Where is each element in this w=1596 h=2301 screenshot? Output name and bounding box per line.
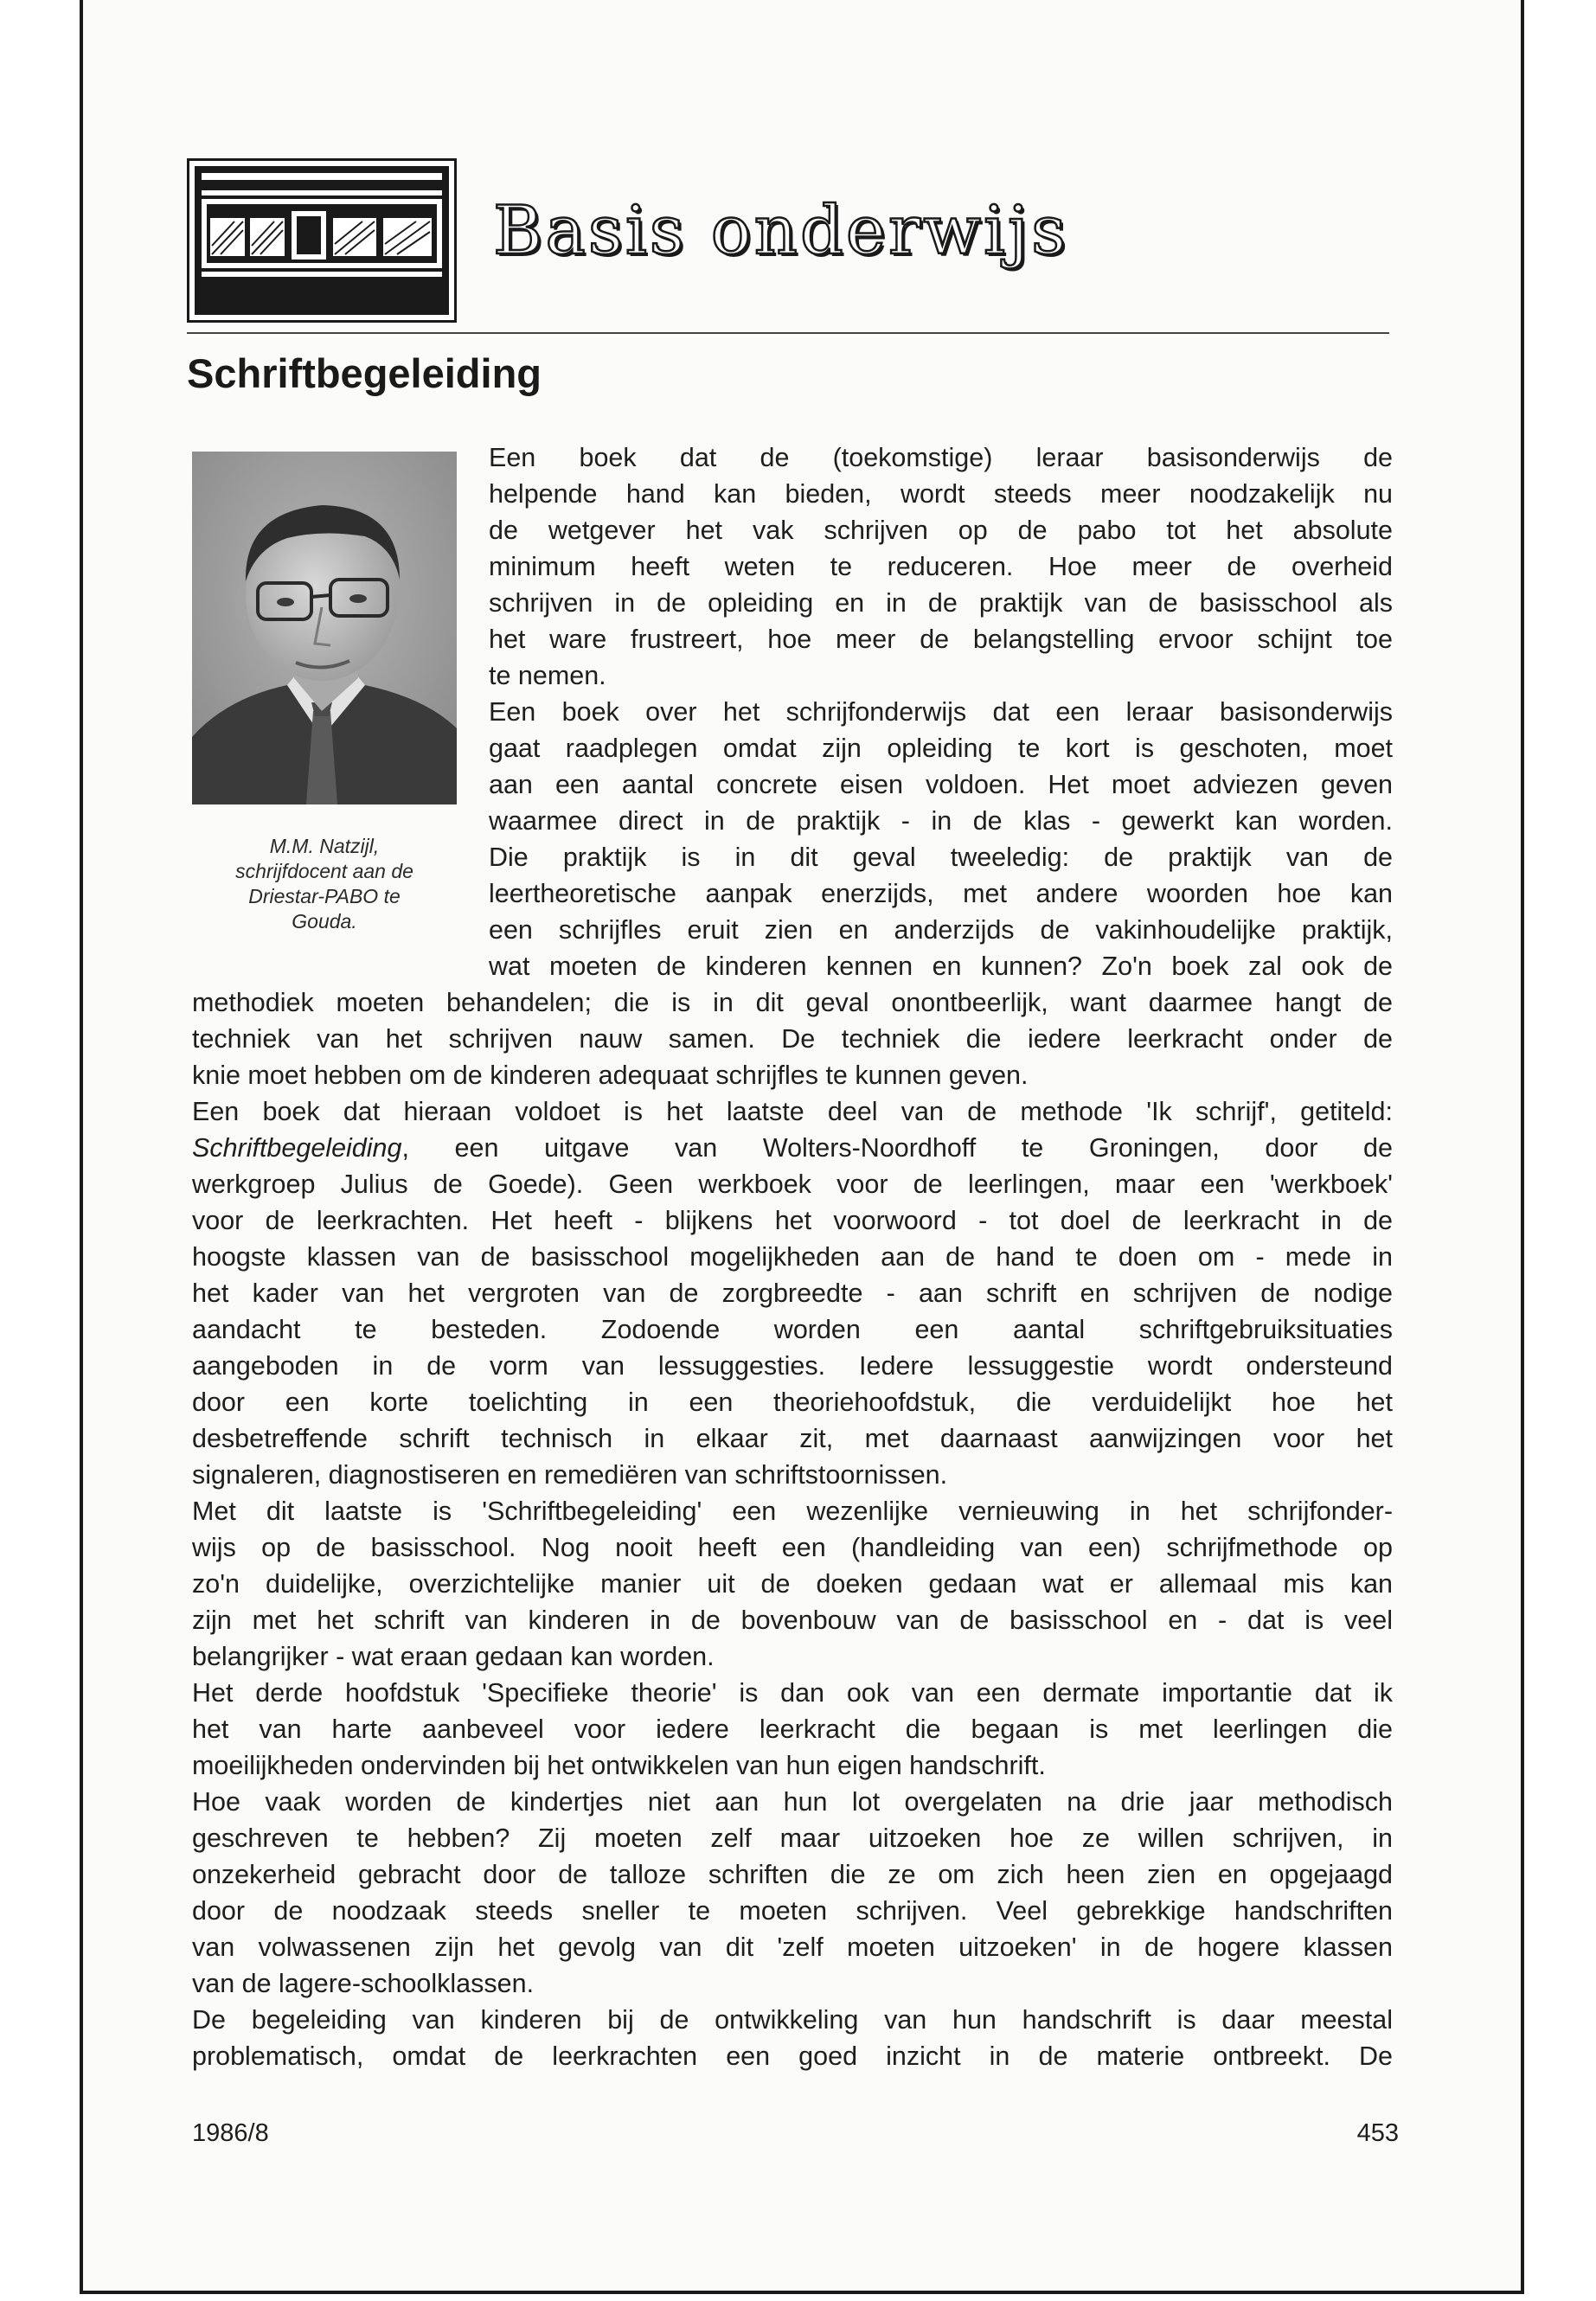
- body-line: door een korte toelichting in een theoriehoofdstuk, die verduidelijkt hoe het: [192, 1389, 1393, 1417]
- body-line: Hoe vaak worden de kindertjes niet aan hun lot overgelaten na drie jaar methodisch: [192, 1789, 1393, 1817]
- body-line: geschreven te hebben? Zij moeten zelf maar uitzoeken hoe ze willen schrijven, in: [192, 1825, 1393, 1853]
- body-line: knie moet hebben om de kinderen adequaat schrijfles te kunnen geven.: [192, 1061, 1029, 1090]
- body-line: Een boek dat hieraan voldoet is het laatste deel van de methode 'Ik schrijf', getiteld:: [192, 1099, 1393, 1126]
- caption-line: schrijfdocent aan de: [235, 860, 413, 882]
- body-line: het ware frustreert, hoe meer de belangstelling ervoor schijnt toe: [489, 626, 1393, 654]
- body-line: moeilijkheden ondervinden bij het ontwikkelen van hun eigen handschrift.: [192, 1751, 1046, 1780]
- body-line: hoogste klassen van de basisschool mogelijkheden aan de hand te doen om - mede in: [192, 1244, 1393, 1272]
- body-line: belangrijker - wat eraan gedaan kan worden.: [192, 1642, 715, 1671]
- school-building-icon: [187, 158, 457, 323]
- body-line: te nemen.: [489, 661, 606, 690]
- author-portrait: [192, 452, 457, 804]
- body-line: schrijven in de opleiding en in de praktijk van de basisschool als: [489, 590, 1393, 618]
- caption-line: Driestar-PABO te: [248, 885, 401, 907]
- body-line: Het derde hoofdstuk 'Specifieke theorie' is dan ook van een dermate importantie dat ik: [192, 1680, 1393, 1708]
- section-title: Basis onderwijs: [493, 192, 1069, 270]
- body-line: het van harte aanbeveel voor iedere leerkracht die begaan is met leerlingen die: [192, 1716, 1393, 1744]
- body-line: Met dit laatste is 'Schriftbegeleiding' een wezenlijke vernieuwing in het schrijfonder-: [192, 1498, 1393, 1526]
- body-line: zijn met het schrift van kinderen in de bovenbouw van de basisschool en - dat is veel: [192, 1607, 1393, 1635]
- body-line: wat moeten de kinderen kennen en kunnen? Zo'n boek zal ook de: [489, 953, 1393, 981]
- caption-line: M.M. Natzijl,: [269, 835, 380, 857]
- article-title: Schriftbegeleiding: [187, 350, 542, 396]
- body-line: waarmee direct in de praktijk - in de klas - gewerkt kan worden.: [489, 808, 1393, 836]
- body-line: Die praktijk is in dit geval tweeledig: de praktijk van de: [489, 844, 1393, 872]
- issue-number: 1986/8: [192, 2119, 269, 2147]
- body-line: helpende hand kan bieden, wordt steeds meer noodzakelijk nu: [489, 481, 1393, 509]
- body-line: aangeboden in de vorm van lessuggesties. Iedere lessuggestie wordt ondersteund: [192, 1353, 1393, 1381]
- body-line: leertheoretische aanpak enerzijds, met andere woorden hoe kan: [489, 881, 1393, 908]
- body-line: de wetgever het vak schrijven op de pabo tot het absolute: [489, 517, 1393, 545]
- page-number: 453: [1356, 2119, 1399, 2147]
- body-line: onzekerheid gebracht door de talloze schriften die ze om zich heen zien en opgejaagd: [192, 1862, 1393, 1889]
- body-line: van volwassenen zijn het gevolg van dit 'zelf moeten uitzoeken' in de hogere klassen: [192, 1934, 1393, 1962]
- body-line: zo'n duidelijke, overzichtelijke manier uit de doeken gedaan wat er allemaal mis kan: [192, 1571, 1393, 1599]
- body-line: gaat raadplegen omdat zijn opleiding te kort is geschoten, moet: [489, 735, 1393, 763]
- portrait-caption: [192, 834, 457, 934]
- body-line: een schrijfles eruit zien en anderzijds de vakinhoudelijke praktijk,: [489, 917, 1393, 945]
- body-line: door de noodzaak steeds sneller te moeten schrijven. Veel gebrekkige handschriften: [192, 1898, 1393, 1926]
- body-line: problematisch, omdat de leerkrachten een goed inzicht in de materie ontbreekt. De: [192, 2043, 1393, 2071]
- body-line: voor de leerkrachten. Het heeft - blijkens het voorwoord - tot doel de leerkracht in de: [192, 1208, 1393, 1235]
- body-line: techniek van het schrijven nauw samen. De techniek die iedere leerkracht onder de: [192, 1026, 1393, 1054]
- body-line: signaleren, diagnostiseren en remediëren van schriftstoornissen.: [192, 1460, 948, 1490]
- body-line: Schriftbegeleiding, een uitgave van Wolters-Noordhoff te Groningen, door de: [192, 1135, 1393, 1163]
- body-line: methodiek moeten behandelen; die is in dit geval onontbeerlijk, want daarmee hangt de: [192, 990, 1393, 1017]
- body-line: aandacht te besteden. Zodoende worden een aantal schriftgebruiksituaties: [192, 1317, 1393, 1344]
- caption-line: Gouda.: [292, 910, 357, 933]
- body-line: aan een aantal concrete eisen voldoen. Het moet adviezen geven: [489, 772, 1393, 799]
- body-line: desbetreffende schrift technisch in elkaar zit, met daarnaast aanwijzingen voor het: [192, 1426, 1393, 1453]
- body-line: Een boek dat de (toekomstige) leraar basisonderwijs de: [489, 445, 1393, 472]
- body-line: minimum heeft weten te reduceren. Hoe meer de overheid: [489, 554, 1393, 581]
- body-line: van de lagere-schoolklassen.: [192, 1969, 535, 1998]
- body-line: Een boek over het schrijfonderwijs dat een leraar basisonderwijs: [489, 699, 1393, 727]
- body-line: wijs op de basisschool. Nog nooit heeft een (handleiding van een) schrijfmethode op: [192, 1535, 1393, 1562]
- body-line: werkgroep Julius de Goede). Geen werkboek voor de leerlingen, maar een 'werkboek': [192, 1171, 1393, 1199]
- body-line: het kader van het vergroten van de zorgbreedte - aan schrift en schrijven de nodige: [192, 1280, 1393, 1308]
- title-divider: [187, 332, 1389, 334]
- body-line: De begeleiding van kinderen bij de ontwikkeling van hun handschrift is daar meestal: [192, 2007, 1393, 2035]
